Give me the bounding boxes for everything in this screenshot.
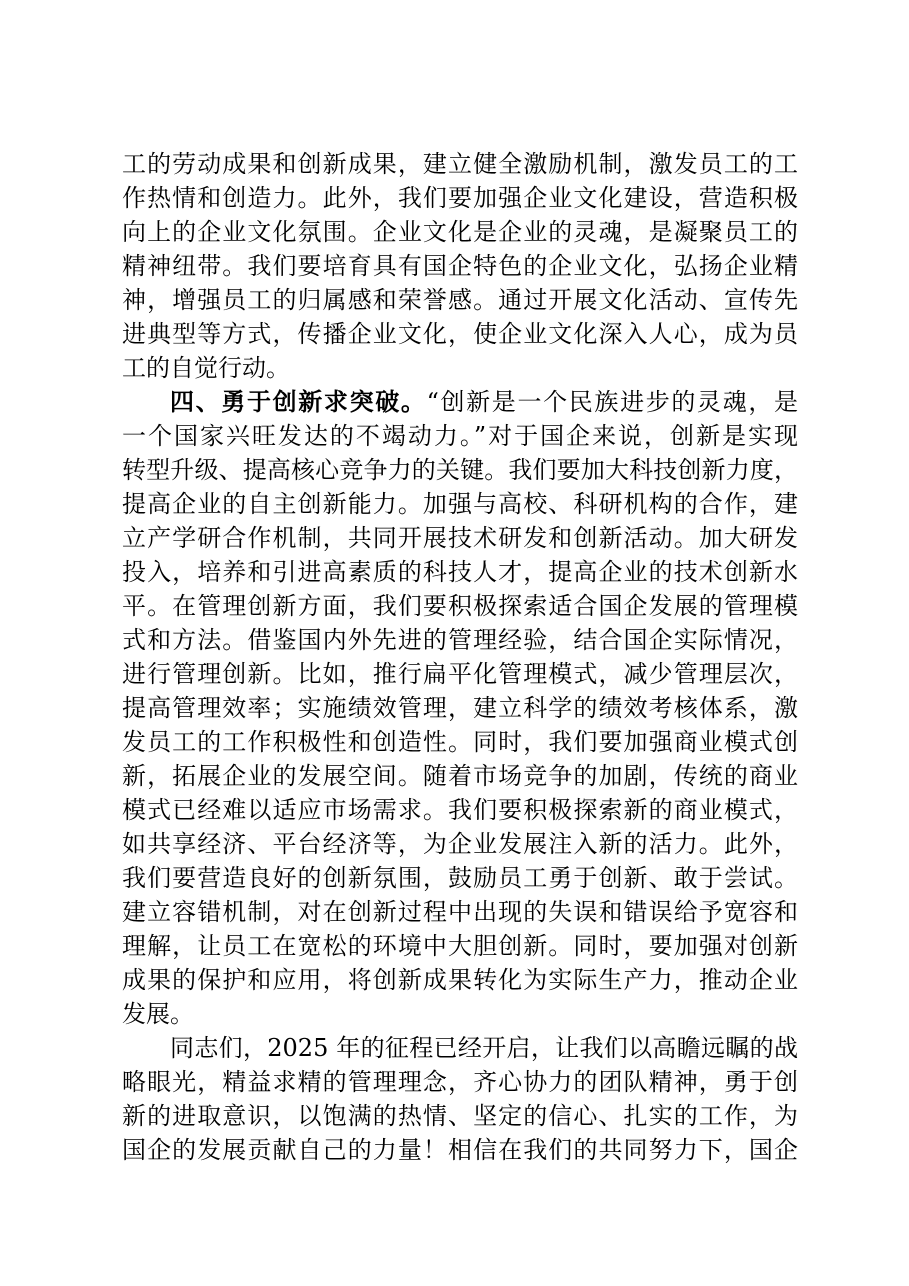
text-line: 同志们，2025 年的征程已经开启，让我们以高瞻远瞩的战	[170, 1034, 798, 1062]
text-line: 式和方法。借鉴国内外先进的管理经验，结合国企实际情况，	[122, 626, 798, 654]
text-line: 建立容错机制，对在创新过程中出现的失误和错误给予宽容和	[122, 898, 798, 926]
text-line: 向上的企业文化氛围。企业文化是企业的灵魂，是凝聚员工的	[122, 218, 798, 246]
text-line: 如共享经济、平台经济等，为企业发展注入新的活力。此外，	[122, 830, 798, 858]
text-line: 提高企业的自主创新能力。加强与高校、科研机构的合作，建	[122, 490, 798, 518]
paragraph-culture	[122, 147, 798, 385]
paragraph-innovation	[122, 385, 798, 1031]
text-line: 新，拓展企业的发展空间。随着市场竞争的加剧，传统的商业	[122, 762, 798, 790]
text-line: 略眼光，精益求精的管理理念，齐心协力的团队精神，勇于创	[122, 1068, 798, 1096]
text-line: 作热情和创造力。此外，我们要加强企业文化建设，营造积极	[122, 184, 798, 212]
paragraph-closing	[122, 1031, 798, 1167]
document-body	[122, 147, 798, 1167]
text-line: 提高管理效率；实施绩效管理，建立科学的绩效考核体系，激	[122, 694, 798, 722]
text-line: 模式已经难以适应市场需求。我们要积极探索新的商业模式，	[122, 796, 798, 824]
section-heading: 四、勇于创新求突破。	[170, 388, 427, 416]
text-line: 平。在管理创新方面，我们要积极探索适合国企发展的管理模	[122, 592, 798, 620]
text-line: 投入，培养和引进高素质的科技人才，提高企业的技术创新水	[122, 558, 798, 586]
text-line: 精神纽带。我们要培育具有国企特色的企业文化，弘扬企业精	[122, 252, 798, 280]
text-line: 国企的发展贡献自己的力量！相信在我们的共同努力下，国企	[122, 1136, 798, 1164]
text-line: 转型升级、提高核心竞争力的关键。我们要加大科技创新力度，	[122, 456, 798, 484]
section-first-line	[122, 385, 798, 419]
text-line: 神，增强员工的归属感和荣誉感。通过开展文化活动、宣传先	[122, 286, 798, 314]
text-line: 立产学研合作机制，共同开展技术研发和创新活动。加大研发	[122, 524, 798, 552]
text-line: 进行管理创新。比如，推行扁平化管理模式，减少管理层次，	[122, 660, 798, 688]
text-line: 一个国家兴旺发达的不竭动力。”对于国企来说，创新是实现	[122, 422, 798, 450]
text-line: 新的进取意识，以饱满的热情、坚定的信心、扎实的工作，为	[122, 1102, 798, 1130]
text-line: 理解，让员工在宽松的环境中大胆创新。同时，要加强对创新	[122, 932, 798, 960]
text-line: 工的劳动成果和创新成果，建立健全激励机制，激发员工的工	[122, 150, 798, 178]
text-line: 我们要营造良好的创新氛围，鼓励员工勇于创新、敢于尝试。	[122, 864, 798, 892]
text-line: 成果的保护和应用，将创新成果转化为实际生产力，推动企业	[122, 966, 798, 994]
text-line: 发员工的工作积极性和创造性。同时，我们要加强商业模式创	[122, 728, 798, 756]
section-first-line-text: “创新是一个民族进步的灵魂，是	[426, 388, 799, 416]
text-line: 进典型等方式，传播企业文化，使企业文化深入人心，成为员	[122, 320, 798, 348]
text-line: 工的自觉行动。	[122, 354, 290, 382]
text-line: 发展。	[122, 1000, 194, 1028]
